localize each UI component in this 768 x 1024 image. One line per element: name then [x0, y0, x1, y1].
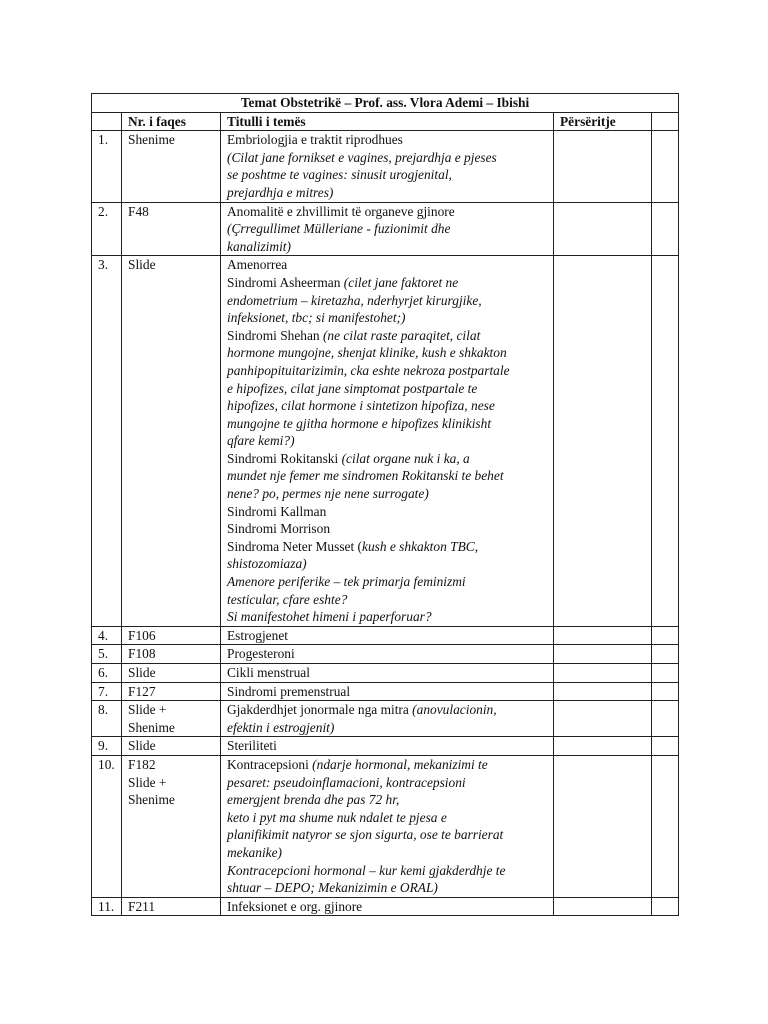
topic-line-text: Amenore periferike – tek primarja feminizmi: [227, 574, 466, 590]
page-reference-line: Slide +: [128, 774, 167, 790]
topic-line: [227, 415, 553, 433]
topic-line-text: Estrogjenet: [227, 627, 288, 643]
topic-line-text: pesaret: pseudoinflamacioni, kontracepsioni: [227, 774, 466, 790]
topic-line: [227, 608, 553, 626]
page-reference-line: Shenime: [128, 132, 175, 148]
topic-line: [227, 844, 553, 862]
topic-line: [227, 898, 553, 916]
topic-line: [227, 274, 553, 292]
topic-line-text: (Çrregullimet Mülleriane - fuzionimit dhe: [227, 221, 451, 237]
topic-line-text: Sindroma Neter Musset (: [227, 538, 362, 554]
topic-line: [227, 432, 553, 450]
table-row: [92, 256, 679, 626]
extra-cell[interactable]: [652, 256, 679, 626]
topic-line: [227, 645, 553, 663]
topic-line: [227, 397, 553, 415]
topic-line-text: hormone mungojne, shenjat klinike, kush e shkakton: [227, 345, 507, 361]
table-row: [92, 131, 679, 202]
topic-title: [221, 664, 554, 683]
topic-line: [227, 203, 553, 221]
topic-line-text: mekanike): [227, 844, 283, 860]
page-reference: [122, 626, 221, 645]
topic-line: [227, 591, 553, 609]
topic-line: [227, 627, 553, 645]
topic-line-text: Sindromi Morrison: [227, 521, 331, 537]
topic-line: [227, 809, 553, 827]
row-number: 6.: [92, 664, 122, 683]
topic-line: [227, 520, 553, 538]
table-row: [92, 664, 679, 683]
topic-line: [227, 774, 553, 792]
topic-line-text: Sindromi Rokitanski: [227, 450, 339, 466]
topic-line: [227, 220, 553, 238]
topic-line: [227, 327, 553, 345]
topic-line-text: shistozomiaza): [227, 556, 307, 572]
topic-line-text: Sindromi Shehan: [227, 327, 320, 343]
page-reference-line: Shenime: [128, 792, 175, 808]
topic-line-text: keto i pyt ma shume nuk ndalet te pjesa e: [227, 809, 447, 825]
row-number: 10.: [92, 755, 122, 897]
page-reference: [122, 755, 221, 897]
page-reference: [122, 682, 221, 701]
topic-line-text: Embriologjia e traktit riprodhues: [227, 132, 403, 148]
topic-title: [221, 897, 554, 916]
page-reference-line: F108: [128, 646, 156, 662]
topic-line: [227, 149, 553, 167]
row-number: 1.: [92, 131, 122, 202]
table-row: [92, 755, 679, 897]
topic-line-text: (Cilat jane fornikset e vagines, prejardhja e pjeses: [227, 149, 497, 165]
extra-cell[interactable]: [652, 682, 679, 701]
topic-line: [227, 862, 553, 880]
topic-line-text: endometrium – kiretazha, nderhyrjet kirurgjike,: [227, 292, 482, 308]
header-number: [92, 112, 122, 131]
topic-line: [227, 701, 553, 719]
topic-title: [221, 737, 554, 756]
topic-line-text: qfare kemi?): [227, 433, 295, 449]
topic-title: [221, 645, 554, 664]
row-number: 2.: [92, 202, 122, 256]
header-repeat: Përsëritje: [554, 112, 652, 131]
topic-line: [227, 573, 553, 591]
page-reference-line: Slide: [128, 665, 156, 680]
topic-line-text: Progesteroni: [227, 646, 295, 662]
topic-line-text: Infeksionet e org. gjinore: [227, 898, 363, 914]
topic-line-text: emergjent brenda dhe pas 72 hr,: [227, 792, 400, 808]
repeat-cell[interactable]: [554, 682, 652, 701]
page-reference: [122, 701, 221, 737]
repeat-cell[interactable]: [554, 626, 652, 645]
topic-line: [227, 362, 553, 380]
extra-cell[interactable]: [652, 664, 679, 683]
row-number: 11.: [92, 897, 122, 916]
topic-line: [227, 238, 553, 256]
row-number: 9.: [92, 737, 122, 756]
topic-title: [221, 202, 554, 256]
topic-line-text: Sindromi Asheerman: [227, 274, 341, 290]
page-reference-line: F48: [128, 203, 149, 219]
row-number: 8.: [92, 701, 122, 737]
title-row: [92, 94, 679, 113]
topic-line: [227, 879, 553, 897]
topic-line-text: Si manifestohet himeni i paperforuar?: [227, 609, 432, 625]
topic-line: [227, 683, 553, 701]
repeat-cell[interactable]: [554, 897, 652, 916]
topic-line-text: hipofizes, cilat hormone i sintetizon hipofiza, nese: [227, 398, 495, 414]
topic-line: [227, 344, 553, 362]
page-reference-line: Slide: [128, 257, 156, 273]
page-reference-line: Slide: [128, 738, 156, 754]
topic-line-text: mungojne te gjitha hormone e hipofizes klinikisht: [227, 415, 492, 431]
topic-title: [221, 682, 554, 701]
topic-line-text: infeksionet, tbc; si manifestohet;): [227, 310, 406, 326]
extra-cell[interactable]: [652, 202, 679, 256]
topic-line: [227, 380, 553, 398]
row-number: 4.: [92, 626, 122, 645]
extra-cell[interactable]: [652, 737, 679, 756]
page-reference-line: F182: [128, 756, 156, 772]
table-row: [92, 682, 679, 701]
page-reference: [122, 737, 221, 756]
extra-cell[interactable]: [652, 897, 679, 916]
repeat-cell[interactable]: [554, 256, 652, 626]
row-number: 5.: [92, 645, 122, 664]
topic-line-text: panhipopituitarizimin, cka eshte nekroza postpartale: [227, 362, 510, 378]
topic-line: [227, 664, 553, 682]
topic-line: [227, 450, 553, 468]
topic-line-text: kanalizimit): [227, 238, 291, 254]
extra-cell[interactable]: [652, 755, 679, 897]
page-reference-line: F211: [128, 898, 156, 914]
repeat-cell[interactable]: [554, 737, 652, 756]
page-reference: [122, 256, 221, 626]
topic-line-text: se poshtme te vagines: sinusit urogjenital,: [227, 167, 452, 183]
header-extra: [652, 112, 679, 131]
topic-line-text: Anomalitë e zhvillimit të organeve gjinore: [227, 203, 455, 219]
topic-line-text: Amenorrea: [227, 257, 288, 273]
topic-title: [221, 626, 554, 645]
topic-title: [221, 701, 554, 737]
repeat-cell[interactable]: [554, 664, 652, 683]
topic-line: [227, 555, 553, 573]
topic-line-note: (ndarje hormonal, mekanizimi te: [308, 756, 488, 772]
extra-cell[interactable]: [652, 645, 679, 664]
table-row: [92, 737, 679, 756]
table-row: [92, 897, 679, 916]
topic-line: [227, 256, 553, 274]
topic-line: [227, 467, 553, 485]
page-reference-line: F106: [128, 627, 156, 643]
page-reference-line: F127: [128, 683, 156, 699]
document-title: Temat Obstetrikë – Prof. ass. Vlora Ademi – Ibishi: [92, 94, 679, 113]
topic-line-text: Gjakderdhjet jonormale nga mitra: [227, 702, 409, 718]
table-row: [92, 645, 679, 664]
topic-line: [227, 503, 553, 521]
topic-line-note: (ne cilat raste paraqitet, cilat: [319, 327, 481, 343]
topic-line-text: shtuar – DEPO; Mekanizimin e ORAL): [227, 880, 438, 896]
page-reference-line: Slide +: [128, 702, 167, 718]
repeat-cell[interactable]: [554, 202, 652, 256]
topic-line-text: e hipofizes, cilat jane simptomat postpartale te: [227, 380, 478, 396]
topic-line: [227, 292, 553, 310]
topic-line-text: Kontracepsioni: [227, 756, 309, 772]
topic-line-text: efektin i estrogjenit): [227, 719, 335, 735]
topic-line-note: (cilat organe nuk i ka, a: [338, 450, 470, 466]
topic-line-text: testicular, cfare eshte?: [227, 591, 348, 607]
page-reference: [122, 664, 221, 683]
topic-line: [227, 737, 553, 755]
topic-line-text: nene? po, permes nje nene surrogate): [227, 486, 429, 502]
topic-line-text: mundet nje femer me sindromen Rokitanski te behet: [227, 468, 504, 484]
topic-title: [221, 755, 554, 897]
topic-line: [227, 485, 553, 503]
repeat-cell[interactable]: [554, 131, 652, 202]
topic-line: [227, 791, 553, 809]
page-reference: [122, 131, 221, 202]
table-row: [92, 626, 679, 645]
topic-line: [227, 756, 553, 774]
page-reference: [122, 202, 221, 256]
header-row: [92, 112, 679, 131]
topic-line-text: Steriliteti: [227, 738, 277, 754]
topic-line: [227, 538, 553, 556]
topic-line: [227, 719, 553, 737]
header-title: Titulli i temës: [221, 112, 554, 131]
extra-cell[interactable]: [652, 626, 679, 645]
extra-cell[interactable]: [652, 701, 679, 737]
page-reference-line: Shenime: [128, 719, 175, 735]
topic-line-note: kush e shkakton TBC,: [362, 538, 479, 554]
topic-line: [227, 184, 553, 202]
topic-line: [227, 166, 553, 184]
topic-line-note: (cilet jane faktoret ne: [340, 274, 459, 290]
page-reference: [122, 645, 221, 664]
page-reference: [122, 897, 221, 916]
repeat-cell[interactable]: [554, 701, 652, 737]
row-number: 3.: [92, 256, 122, 626]
extra-cell[interactable]: [652, 131, 679, 202]
table-body: [92, 131, 679, 916]
topic-line: [227, 826, 553, 844]
header-page: Nr. i faqes: [122, 112, 221, 131]
topic-line-text: Kontracepcioni hormonal – kur kemi gjakderdhje te: [227, 862, 506, 878]
topic-title: [221, 131, 554, 202]
topic-line-text: planifikimit natyror se sjon sigurta, ose te barrierat: [227, 827, 504, 843]
topic-line-text: Sindromi Kallman: [227, 503, 327, 519]
topic-line-note: (anovulacionin,: [408, 702, 497, 718]
repeat-cell[interactable]: [554, 755, 652, 897]
topic-line: [227, 131, 553, 149]
topic-line-text: Cikli menstrual: [227, 665, 310, 680]
topic-line: [227, 309, 553, 327]
table-row: [92, 701, 679, 737]
topic-title: [221, 256, 554, 626]
row-number: 7.: [92, 682, 122, 701]
topics-table: [91, 93, 679, 916]
repeat-cell[interactable]: [554, 645, 652, 664]
table-row: [92, 202, 679, 256]
topic-line-text: Sindromi premenstrual: [227, 683, 351, 699]
topic-line-text: prejardhja e mitres): [227, 184, 334, 200]
